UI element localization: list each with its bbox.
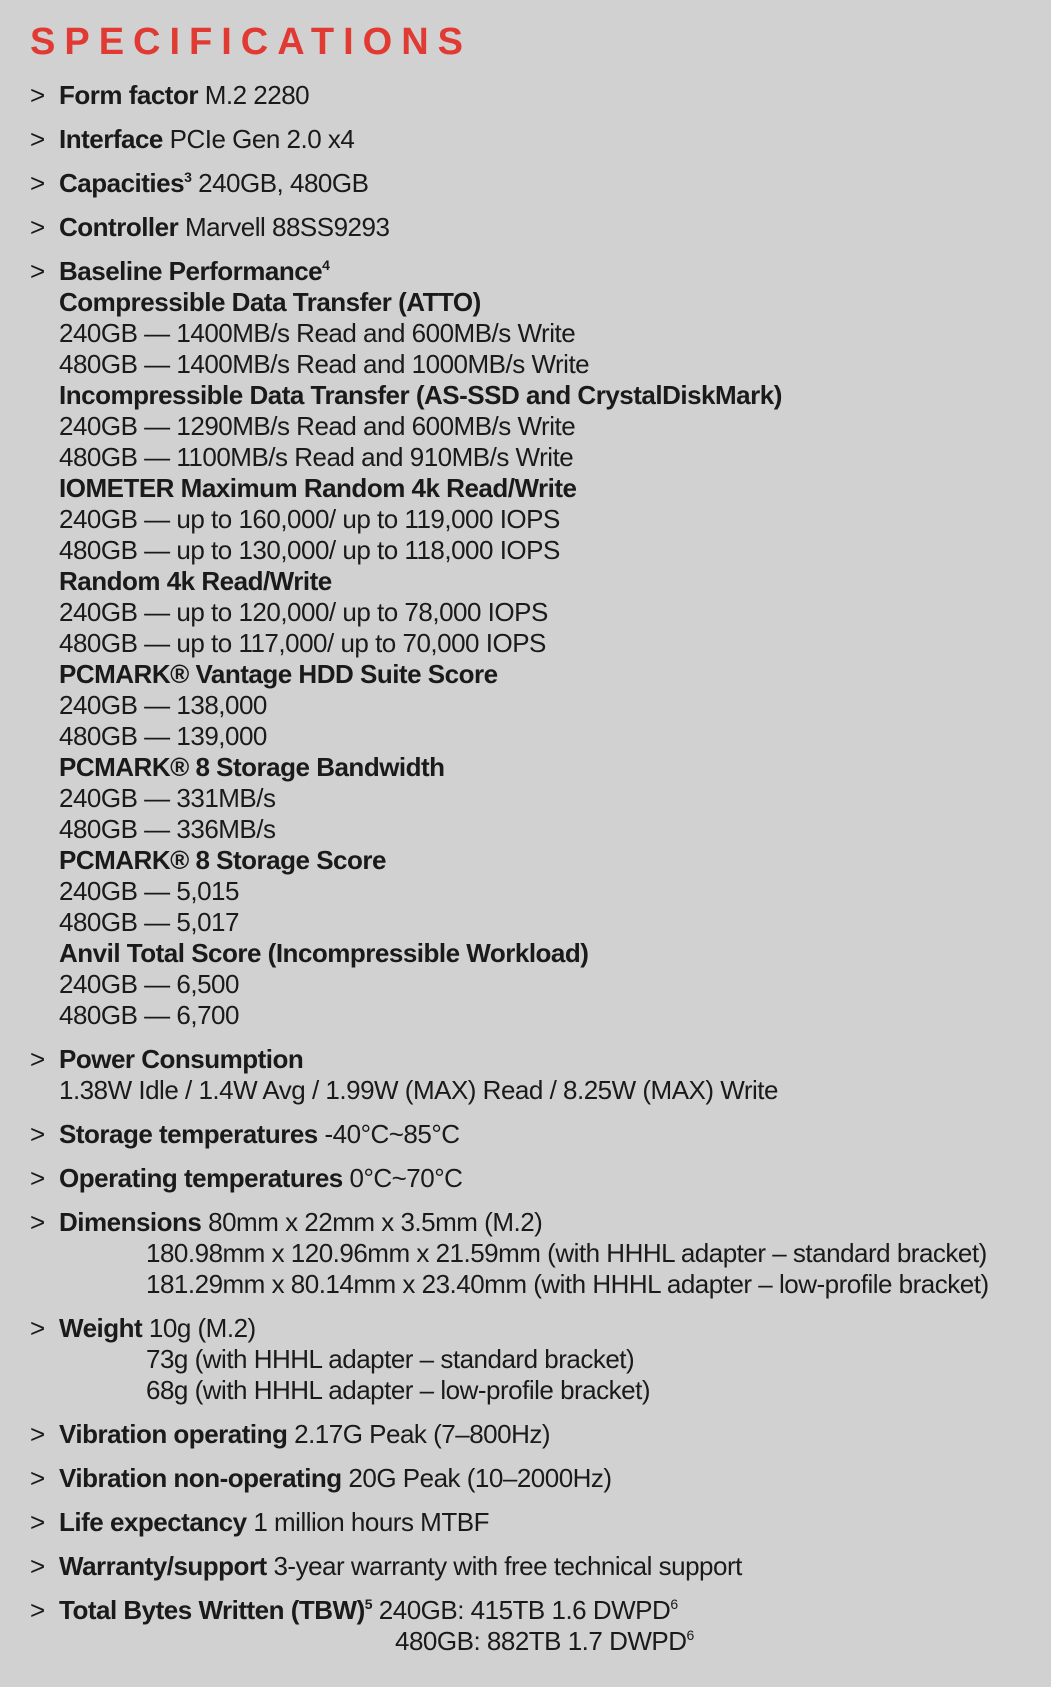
spec-value: 3-year warranty with free technical support [273, 1551, 742, 1581]
spec-label: Life expectancy [59, 1507, 247, 1537]
spec-label: Baseline Performance [59, 256, 323, 286]
benchmark-line: 240GB — 5,015 [59, 876, 239, 906]
bullet-icon: > [30, 80, 45, 110]
benchmark-heading: PCMARK® Vantage HDD Suite Score [59, 659, 498, 689]
spec-weight [30, 1313, 1040, 1406]
spec-label: Total Bytes Written (TBW) [59, 1595, 365, 1625]
spec-operating-temperatures [30, 1163, 1040, 1194]
spec-value: 240GB, 480GB [198, 168, 369, 198]
spec-warranty-support [30, 1551, 1040, 1582]
spec-value: 2.17G Peak (7–800Hz) [294, 1419, 551, 1449]
spec-form-factor [30, 80, 1040, 111]
benchmark-heading: PCMARK® 8 Storage Score [59, 845, 386, 875]
spec-value: 10g (M.2) [148, 1313, 256, 1343]
spec-value: -40°C~85°C [324, 1119, 460, 1149]
spec-value-continued: 180.98mm x 120.96mm x 21.59mm (with HHHL adapter – standard bracket) [146, 1238, 987, 1268]
spec-value-continued: 181.29mm x 80.14mm x 23.40mm (with HHHL adapter – low-profile bracket) [146, 1269, 989, 1299]
spec-label: Power Consumption [59, 1044, 304, 1074]
spec-total-bytes-written [30, 1595, 1040, 1657]
bullet-icon: > [30, 1163, 45, 1193]
benchmark-line: 240GB — 138,000 [59, 690, 267, 720]
benchmark-line: 240GB — 331MB/s [59, 783, 276, 813]
spec-interface [30, 124, 1040, 155]
spec-vibration-operating [30, 1419, 1040, 1450]
spec-value: Marvell 88SS9293 [184, 212, 390, 242]
spec-value-text: 480GB: 882TB 1.7 DWPD [395, 1626, 687, 1656]
benchmark-line: 240GB — 1290MB/s Read and 600MB/s Write [59, 411, 576, 441]
bullet-icon: > [30, 256, 45, 286]
benchmark-line: 480GB — 139,000 [59, 721, 267, 751]
benchmark-heading: PCMARK® 8 Storage Bandwidth [59, 752, 445, 782]
bullet-icon: > [30, 1044, 45, 1074]
spec-value-continued: 73g (with HHHL adapter – standard bracket) [146, 1344, 635, 1374]
spec-storage-temperatures [30, 1119, 1040, 1150]
spec-vibration-non-operating [30, 1463, 1040, 1494]
spec-label: Vibration non-operating [59, 1463, 342, 1493]
bullet-icon: > [30, 1419, 45, 1449]
page-title: SPECIFICATIONS [30, 21, 472, 63]
spec-value: 1 million hours MTBF [253, 1507, 489, 1537]
spec-label: Interface [59, 124, 163, 154]
footnote-marker: 6 [686, 1627, 694, 1643]
spec-label: Capacities [59, 168, 185, 198]
spec-label: Controller [59, 212, 179, 242]
spec-label: Warranty/support [59, 1551, 267, 1581]
bullet-icon: > [30, 168, 45, 198]
benchmark-line: 480GB — 336MB/s [59, 814, 276, 844]
spec-list [30, 80, 1040, 1670]
footnote-marker: 5 [364, 1596, 373, 1612]
spec-value-continued: 68g (with HHHL adapter – low-profile bracket) [146, 1375, 650, 1405]
benchmark-heading: IOMETER Maximum Random 4k Read/Write [59, 473, 577, 503]
spec-baseline-performance [30, 256, 1040, 1031]
spec-controller [30, 212, 1040, 243]
spec-value: 240GB: 415TB 1.6 DWPD [378, 1595, 671, 1625]
spec-value: 1.38W Idle / 1.4W Avg / 1.99W (MAX) Read / 8.25W (MAX) Write [59, 1075, 778, 1105]
spec-value: 20G Peak (10–2000Hz) [348, 1463, 612, 1493]
benchmark-heading: Compressible Data Transfer (ATTO) [59, 287, 481, 317]
benchmark-heading: Anvil Total Score (Incompressible Workload) [59, 938, 589, 968]
spec-label: Storage temperatures [59, 1119, 318, 1149]
benchmark-line: 480GB — 5,017 [59, 907, 239, 937]
benchmark-line: 480GB — 6,700 [59, 1000, 239, 1030]
footnote-marker: 6 [670, 1596, 678, 1612]
footnote-marker: 3 [184, 169, 192, 185]
benchmark-line: 480GB — 1100MB/s Read and 910MB/s Write [59, 442, 574, 472]
spec-power-consumption [30, 1044, 1040, 1106]
bullet-icon: > [30, 1463, 45, 1493]
spec-value-continued [59, 1626, 1040, 1657]
benchmark-line: 240GB — 6,500 [59, 969, 239, 999]
bullet-icon: > [30, 212, 45, 242]
bullet-icon: > [30, 1207, 45, 1237]
spec-label: Form factor [59, 80, 198, 110]
spec-label: Weight [59, 1313, 143, 1343]
spec-capacities [30, 168, 1040, 199]
spec-value: 0°C~70°C [349, 1163, 463, 1193]
spec-value: PCIe Gen 2.0 x4 [169, 124, 355, 154]
bullet-icon: > [30, 1313, 45, 1343]
spec-dimensions [30, 1207, 1040, 1300]
benchmark-line: 240GB — up to 120,000/ up to 78,000 IOPS [59, 597, 548, 627]
bullet-icon: > [30, 1507, 45, 1537]
spec-value: M.2 2280 [204, 80, 310, 110]
benchmark-heading: Incompressible Data Transfer (AS-SSD and CrystalDiskMark) [59, 380, 782, 410]
spec-label: Operating temperatures [59, 1163, 343, 1193]
bullet-icon: > [30, 1119, 45, 1149]
benchmark-line: 480GB — 1400MB/s Read and 1000MB/s Write [59, 349, 590, 379]
benchmark-line: 480GB — up to 130,000/ up to 118,000 IOPS [59, 535, 560, 565]
bullet-icon: > [30, 1595, 45, 1625]
benchmark-line: 480GB — up to 117,000/ up to 70,000 IOPS [59, 628, 546, 658]
bullet-icon: > [30, 1551, 45, 1581]
benchmark-line: 240GB — up to 160,000/ up to 119,000 IOPS [59, 504, 560, 534]
spec-life-expectancy [30, 1507, 1040, 1538]
benchmark-line: 240GB — 1400MB/s Read and 600MB/s Write [59, 318, 576, 348]
benchmark-heading: Random 4k Read/Write [59, 566, 332, 596]
spec-label: Vibration operating [59, 1419, 288, 1449]
bullet-icon: > [30, 124, 45, 154]
spec-label: Dimensions [59, 1207, 202, 1237]
footnote-marker: 4 [322, 257, 330, 273]
spec-value: 80mm x 22mm x 3.5mm (M.2) [208, 1207, 543, 1237]
